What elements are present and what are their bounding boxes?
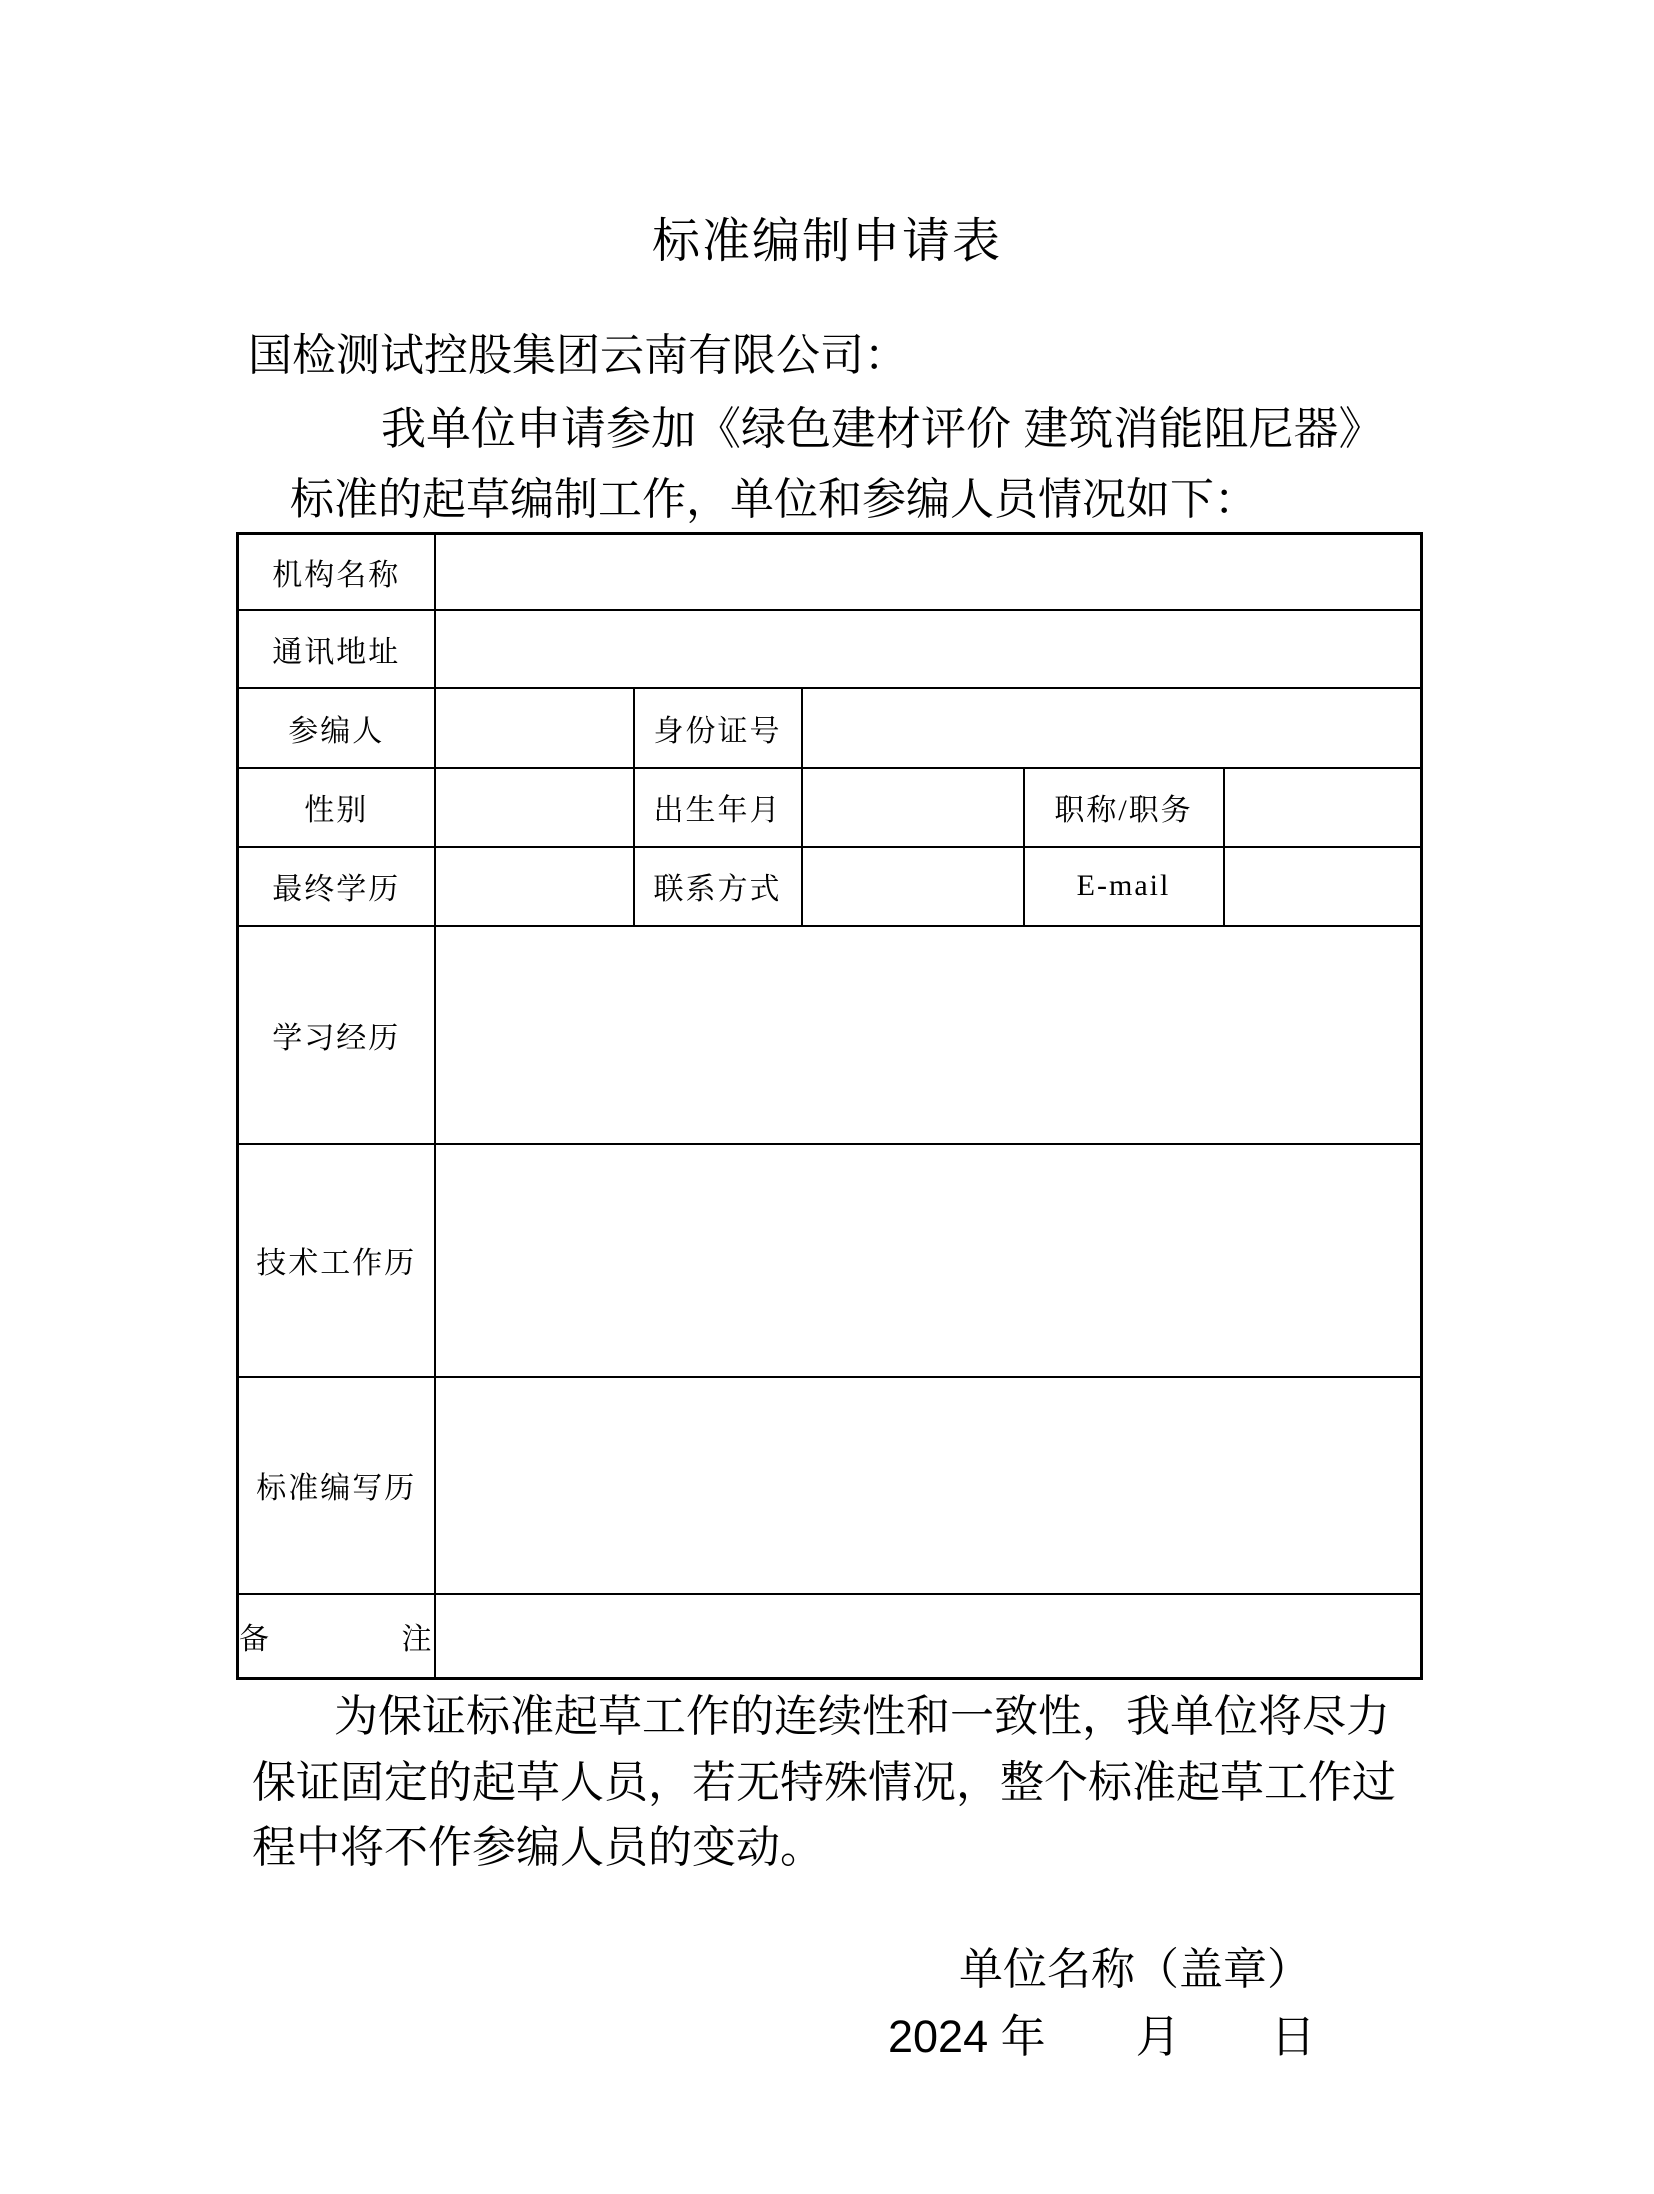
- tech-work-history-label: 技术工作历: [238, 1144, 435, 1377]
- remark-value-cell[interactable]: [435, 1594, 1422, 1679]
- table-row-education-contact-email: [238, 847, 1422, 926]
- pledge-line-1: 为保证标准起草工作的连续性和一致性，我单位将尽力: [334, 1692, 1390, 1741]
- intro-line-1: 我单位申请参加《绿色建材评价 建筑消能阻尼器》: [381, 403, 1384, 454]
- study-history-label: 学习经历: [238, 926, 435, 1144]
- education-label: 最终学历: [238, 847, 435, 926]
- org-name-label: 机构名称: [238, 534, 435, 610]
- gender-value-cell[interactable]: [435, 768, 634, 847]
- remark-label-right: 注: [401, 1622, 434, 1656]
- address-value-cell[interactable]: [435, 610, 1422, 688]
- job-title-value-cell[interactable]: [1224, 768, 1422, 847]
- address-label: 通讯地址: [238, 610, 435, 688]
- tech-work-history-value-cell[interactable]: [435, 1144, 1422, 1377]
- job-title-label: 职称/职务: [1024, 768, 1224, 847]
- participant-value-cell[interactable]: [435, 688, 634, 768]
- table-row-tech-work-history: [238, 1144, 1422, 1377]
- birth-date-label: 出生年月: [634, 768, 802, 847]
- table-row-participant: [238, 688, 1422, 768]
- participant-label: 参编人: [238, 688, 435, 768]
- signature-date-line: 2024 年 月 日: [888, 2011, 1316, 2062]
- remark-label-left: 备: [239, 1622, 271, 1656]
- table-row-study-history: [238, 926, 1422, 1144]
- applicant-info-table: [236, 532, 1423, 1680]
- contact-value-cell[interactable]: [802, 847, 1024, 926]
- gender-label: 性别: [238, 768, 435, 847]
- intro-line-2: 标准的起草编制工作，单位和参编人员情况如下：: [290, 475, 1258, 524]
- pledge-line-2: 保证固定的起草人员，若无特殊情况，整个标准起草工作过: [252, 1758, 1396, 1807]
- table-row-address: [238, 610, 1422, 688]
- education-value-cell[interactable]: [435, 847, 634, 926]
- id-number-label: 身份证号: [634, 688, 802, 768]
- pledge-line-3: 程中将不作参编人员的变动。: [252, 1823, 824, 1872]
- remark-label-cell: [238, 1594, 435, 1679]
- birth-date-value-cell[interactable]: [802, 768, 1024, 847]
- page-title: 标准编制申请表: [651, 215, 1002, 268]
- contact-label: 联系方式: [634, 847, 802, 926]
- email-value-cell[interactable]: [1224, 847, 1422, 926]
- id-number-value-cell[interactable]: [802, 688, 1422, 768]
- standard-writing-history-value-cell[interactable]: [435, 1377, 1422, 1594]
- email-label: E-mail: [1024, 847, 1224, 926]
- table-row-gender-birth-title: [238, 768, 1422, 847]
- greeting-line: 国检测试控股集团云南有限公司：: [248, 331, 908, 380]
- signature-unit-line: 单位名称（盖章）: [959, 1945, 1311, 1994]
- org-name-value-cell[interactable]: [435, 534, 1422, 610]
- table-row-remark: [238, 1594, 1422, 1679]
- table-row-standard-writing-history: [238, 1377, 1422, 1594]
- standard-writing-history-label: 标准编写历: [238, 1377, 435, 1594]
- study-history-value-cell[interactable]: [435, 926, 1422, 1144]
- table-row-org-name: [238, 534, 1422, 610]
